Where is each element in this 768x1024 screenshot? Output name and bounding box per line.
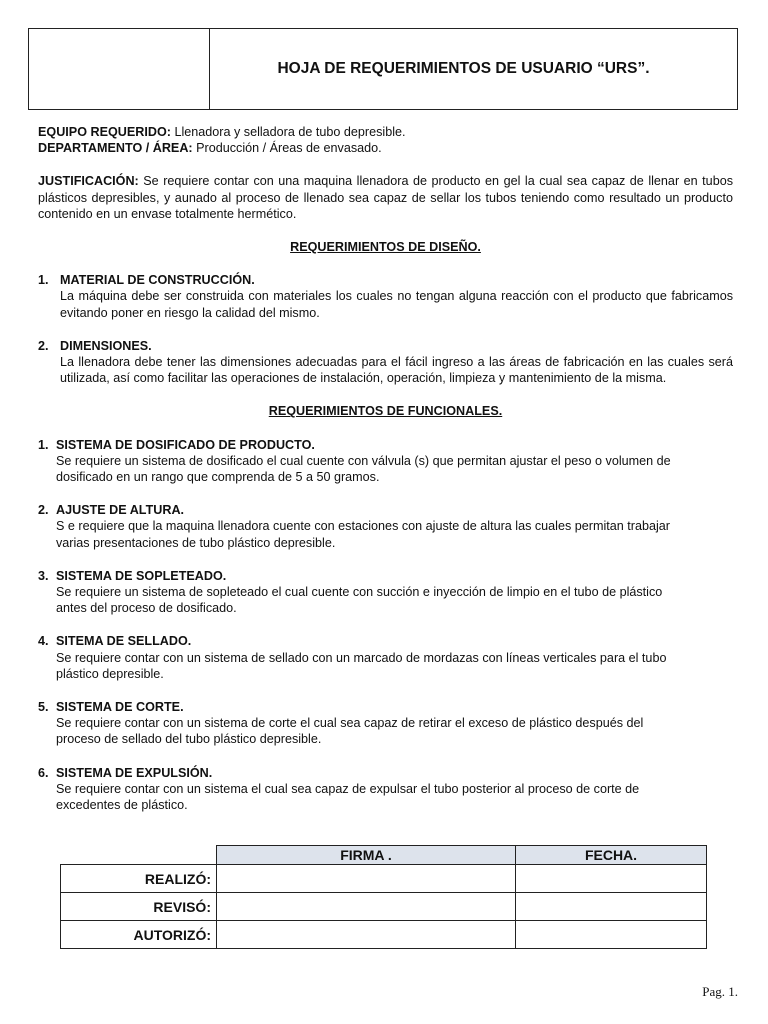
row-label-realizo: REALIZÓ:	[61, 865, 217, 893]
funcional-item	[38, 699, 733, 748]
funcional-item	[38, 502, 733, 551]
firma-cell	[217, 865, 516, 893]
justificacion-paragraph	[38, 173, 733, 222]
item-number: 2.	[38, 338, 49, 353]
item-title: MATERIAL DE CONSTRUCCIÓN.	[60, 273, 255, 288]
funcionales-section-title: REQUERIMIENTOS DE FUNCIONALES.	[268, 404, 503, 419]
funcional-item	[38, 568, 733, 617]
item-text-line: varias presentaciones de tubo plástico depresible.	[56, 535, 336, 550]
funcional-item	[38, 633, 733, 682]
item-text-line: plástico depresible.	[56, 666, 164, 681]
fecha-cell	[516, 893, 707, 921]
item-text-line: Se requiere contar con un sistema de corte el cual sea capaz de retirar el exceso de plástico después del	[56, 716, 644, 731]
item-title: DIMENSIONES.	[60, 338, 152, 353]
document-title: HOJA DE REQUERIMIENTOS DE USUARIO “URS”.	[277, 60, 650, 77]
justificacion-text: Se requiere contar con una maquina llenadora de producto en gel la cual sea capaz de llenar en tubos plásticos depresibles, y aunado al proceso de llenado sea capaz de sellar los tubos teniendo como resultado un producto contenido en un envase totalmente hermético.	[38, 174, 733, 221]
item-number: 4.	[38, 634, 49, 649]
fecha-cell	[516, 921, 707, 949]
item-number: 1.	[38, 437, 49, 452]
item-number: 5.	[38, 700, 49, 715]
fecha-cell	[516, 865, 707, 893]
table-row	[61, 921, 707, 949]
item-title: SITEMA DE SELLADO.	[56, 634, 192, 649]
row-label-reviso: REVISÓ:	[61, 893, 217, 921]
item-number: 1.	[38, 273, 49, 288]
empty-header-cell	[61, 846, 217, 865]
table-row	[61, 865, 707, 893]
item-title: SISTEMA DE DOSIFICADO DE PRODUCTO.	[56, 437, 315, 452]
item-text-line: Se requiere contar con un sistema el cual sea capaz de expulsar el tubo posterior al proceso de corte de	[56, 781, 640, 796]
item-text-line: antes del proceso de dosificado.	[56, 601, 237, 616]
signature-header-row	[61, 846, 707, 865]
equipo-line	[38, 124, 733, 140]
item-number: 2.	[38, 503, 49, 518]
justificacion-label: JUSTIFICACIÓN:	[38, 174, 139, 189]
item-text-line: excedentes de plástico.	[56, 798, 188, 813]
diseno-item	[38, 338, 733, 387]
logo-cell	[29, 29, 210, 109]
firma-cell	[217, 921, 516, 949]
departamento-value: Producción / Áreas de envasado.	[192, 141, 382, 156]
document-body	[38, 124, 733, 813]
document-header	[28, 28, 738, 110]
diseno-section-title: REQUERIMIENTOS DE DISEÑO.	[290, 240, 481, 255]
item-title: SISTEMA DE EXPULSIÓN.	[56, 765, 213, 780]
item-text-line: S e requiere que la maquina llenadora cuente con estaciones con ajuste de altura las cuales permitan trabajar	[56, 519, 670, 534]
item-text: La llenadora debe tener las dimensiones adecuadas para el fácil ingreso a las áreas de fabricación en las cuales será utilizada, así como facilitar las operaciones de instalación, operación, limpieza y mantenimiento de la misma.	[60, 355, 733, 386]
page-number: Pag. 1.	[702, 984, 738, 999]
equipo-label: EQUIPO REQUERIDO:	[38, 125, 171, 139]
funcional-item	[38, 437, 733, 486]
item-text-line: proceso de sellado del tubo plástico depresible.	[56, 732, 322, 747]
item-title: SISTEMA DE SOPLETEADO.	[56, 568, 227, 583]
firma-header: FIRMA .	[217, 846, 516, 865]
item-title: AJUSTE DE ALTURA.	[56, 503, 185, 518]
funcional-item	[38, 765, 733, 814]
item-title: SISTEMA DE CORTE.	[56, 700, 184, 715]
departamento-label: DEPARTAMENTO / ÁREA:	[38, 141, 193, 156]
row-label-autorizo: AUTORIZÓ:	[61, 921, 217, 949]
signature-table	[60, 845, 707, 949]
fecha-header: FECHA.	[516, 846, 707, 865]
item-number: 3.	[38, 568, 49, 583]
item-number: 6.	[38, 765, 49, 780]
equipo-value: Llenadora y selladora de tubo depresible.	[170, 125, 406, 139]
item-text-line: dosificado en un rango que comprenda de 5 a 50 gramos.	[56, 470, 380, 485]
item-text-line: Se requiere un sistema de dosificado el cual cuente con válvula (s) que permitan ajustar el peso o volumen de	[56, 453, 671, 468]
item-text-line: Se requiere un sistema de sopleteado el cual cuente con succión e inyección de limpio en el tubo de plástico	[56, 585, 663, 600]
firma-cell	[217, 893, 516, 921]
table-row	[61, 893, 707, 921]
diseno-item	[38, 272, 733, 321]
item-text: La máquina debe ser construida con materiales los cuales no tengan alguna reacción con el producto que fabricamos evitando poner en riesgo la calidad del mismo.	[60, 289, 733, 320]
departamento-line	[38, 140, 733, 156]
item-text-line: Se requiere contar con un sistema de sellado con un marcado de mordazas con líneas verticales para el tubo	[56, 650, 667, 665]
